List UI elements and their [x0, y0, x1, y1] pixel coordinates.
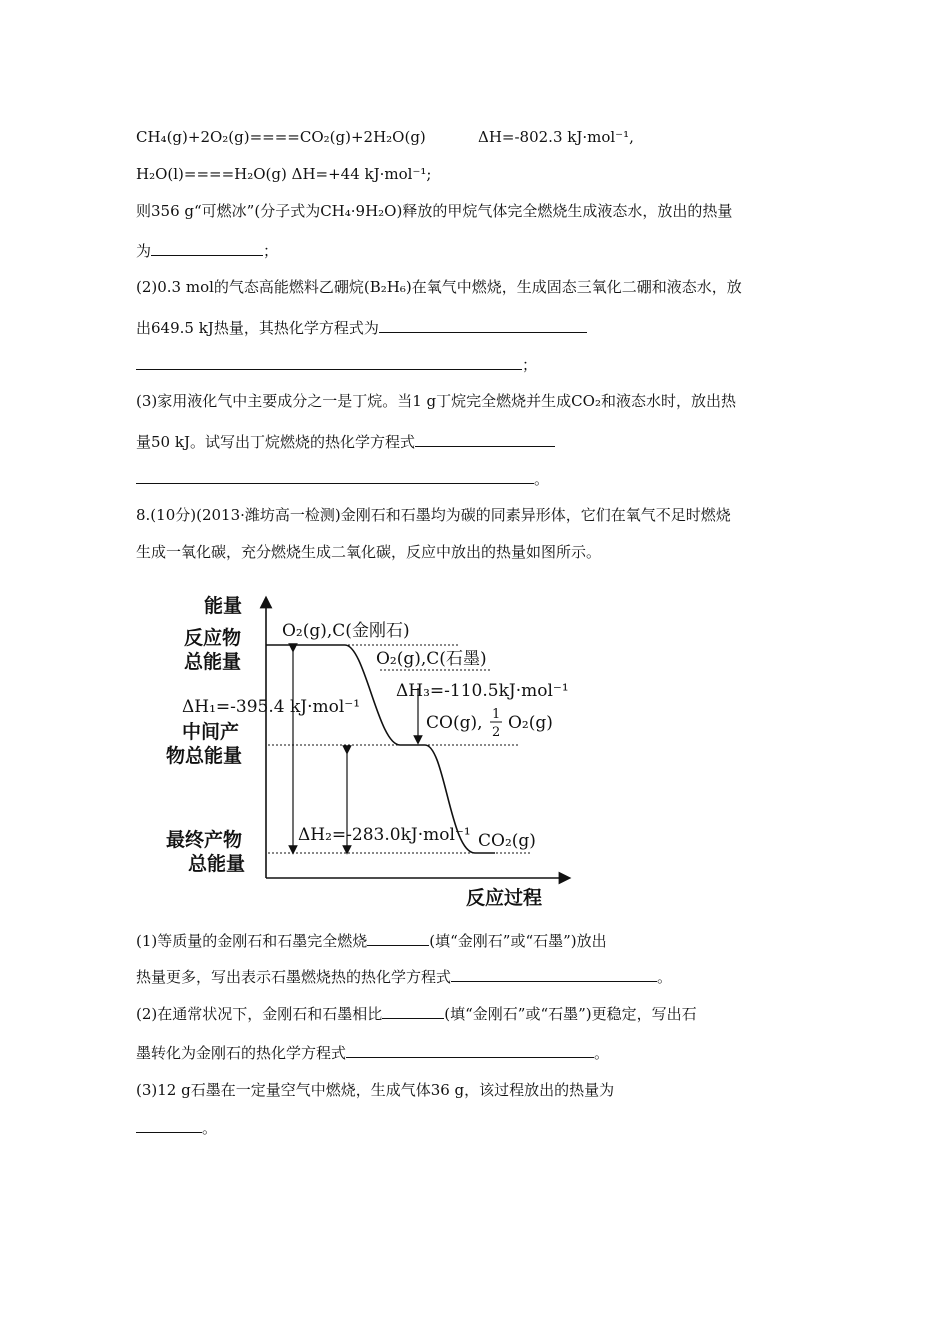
dh3-label: ΔH₃=-110.5kJ·mol⁻¹ — [396, 681, 569, 701]
equation-2: H₂O(l)====H₂O(g) ΔH=+44 kJ·mol⁻¹; — [136, 165, 432, 183]
q7-line4-prefix: 为 — [136, 242, 152, 260]
answer-blank[interactable] — [451, 966, 657, 982]
answer-blank[interactable] — [415, 431, 555, 447]
answer-blank[interactable] — [151, 240, 263, 256]
q8-part1-line1 — [136, 930, 607, 951]
product-label-1: 最终产物 — [166, 829, 243, 851]
q7-part2-line1: (2)0.3 mol的气态高能燃料乙硼烷(B₂H₆)在氧气中燃烧，生成固态三氧化二硼和液态水，放 — [136, 278, 742, 296]
co-fraction-numerator: 1 — [492, 707, 501, 722]
co-state-label: CO(g), — [426, 713, 483, 733]
q7-line4-suffix: ； — [263, 242, 279, 260]
answer-blank[interactable] — [136, 354, 522, 370]
co2-state-label: CO₂(g) — [478, 831, 536, 851]
reactant-label-2: 总能量 — [184, 651, 242, 673]
q8-part1-text-a: (1)等质量的金刚石和石墨完全燃烧 — [136, 932, 368, 950]
intermediate-label-2: 物总能量 — [166, 745, 243, 767]
q8-part3-line1: (3)12 g石墨在一定量空气中燃烧，生成气体36 g，该过程放出的热量为 — [136, 1081, 615, 1099]
answer-blank[interactable] — [382, 1003, 444, 1019]
q8-part2-line2 — [136, 1042, 609, 1063]
q8-part2-line1 — [136, 1003, 697, 1024]
q8-intro-line1: 8.(10分)(2013·潍坊高一检测)金刚石和石墨均为碳的同素异形体，它们在氧气不足时燃烧 — [136, 506, 731, 524]
q8-part3-line2 — [136, 1117, 217, 1138]
answer-blank[interactable] — [136, 1117, 202, 1133]
q7-part2-line2-text: 出649.5 kJ热量，其热化学方程式为 — [136, 319, 379, 337]
product-label-2: 总能量 — [188, 853, 246, 875]
diamond-state-label: O₂(g),C(金刚石) — [282, 621, 410, 641]
co-o2-label: O₂(g) — [508, 713, 553, 733]
dh1-label: ΔH₁=-395.4 kJ·mol⁻¹ — [182, 697, 361, 717]
intermediate-label-1: 中间产 — [182, 721, 240, 743]
equation-1-right: ΔH=-802.3 kJ·mol⁻¹, — [478, 128, 634, 146]
q7-part3-line1: (3)家用液化气中主要成分之一是丁烷。当1 g丁烷完全燃烧并生成CO₂和液态水时，放出热 — [136, 392, 736, 410]
q8-part2-text-b: (填“金刚石”或“石墨”)更稳定，写出石 — [444, 1005, 697, 1023]
q8-part1-text-b: (填“金刚石”或“石墨”)放出 — [429, 932, 607, 950]
q7-part2-line3 — [136, 354, 537, 375]
q8-part1-text-d: 。 — [657, 968, 673, 986]
q8-intro-line2: 生成一氧化碳，充分燃烧生成二氧化碳，反应中放出的热量如图所示。 — [136, 543, 602, 561]
q8-part3-text-b: 。 — [202, 1119, 218, 1137]
q8-part2-text-d: 。 — [594, 1044, 610, 1062]
q7-part3-line2-text: 量50 kJ。试写出丁烷燃烧的热化学方程式 — [136, 433, 415, 451]
answer-blank[interactable] — [346, 1042, 594, 1058]
y-axis-label: 能量 — [204, 595, 243, 617]
equation-1-left: CH₄(g)+2O₂(g)====CO₂(g)+2H₂O(g) — [136, 128, 426, 146]
x-axis-label: 反应过程 — [466, 887, 543, 909]
q7-line4 — [136, 240, 278, 261]
q7-part3-line3 — [136, 468, 549, 489]
co-fraction-denominator: 2 — [492, 725, 501, 740]
q8-part2-text-a: (2)在通常状况下，金刚石和石墨相比 — [136, 1005, 383, 1023]
q7-part3-line3-suffix: 。 — [534, 470, 550, 488]
graphite-state-label: O₂(g),C(石墨) — [376, 649, 487, 669]
q7-part3-line2 — [136, 431, 555, 452]
dh2-label: ΔH₂=-283.0kJ·mol⁻¹ — [298, 825, 471, 845]
answer-blank[interactable] — [379, 317, 587, 333]
answer-blank[interactable] — [136, 468, 534, 484]
energy-diagram — [160, 588, 580, 918]
answer-blank[interactable] — [367, 930, 429, 946]
q8-part2-text-c: 墨转化为金刚石的热化学方程式 — [136, 1044, 347, 1062]
q7-line3: 则356 g“可燃冰”(分子式为CH₄·9H₂O)释放的甲烷气体完全燃烧生成液态水，放出的热量 — [136, 202, 733, 220]
q8-part1-text-c: 热量更多，写出表示石墨燃烧热的热化学方程式 — [136, 968, 452, 986]
q7-part2-line3-suffix: ； — [522, 356, 538, 374]
reaction-curve — [266, 645, 495, 853]
q8-part1-line2 — [136, 966, 672, 987]
q7-part2-line2 — [136, 317, 587, 338]
reactant-label-1: 反应物 — [184, 627, 242, 649]
